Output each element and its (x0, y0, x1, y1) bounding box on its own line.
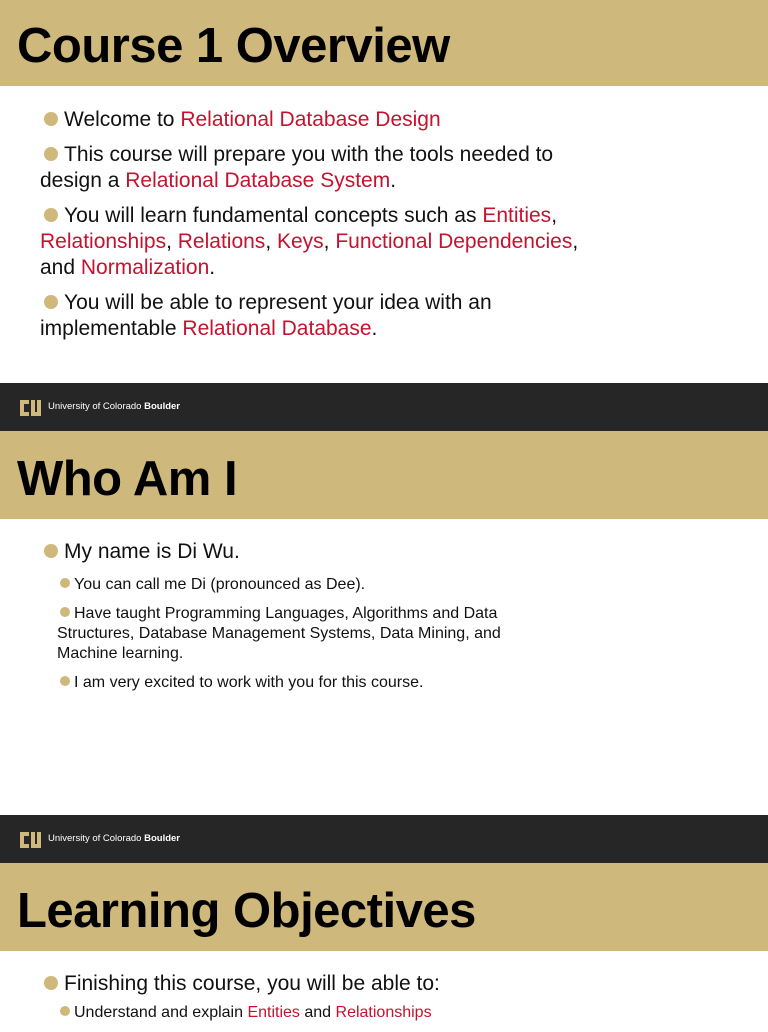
bullet-dot-icon (44, 147, 58, 161)
page-title: Course 1 Overview (17, 19, 450, 73)
slide3-title-band (0, 863, 768, 951)
list-item: I am very excited to work with you for this course. (57, 673, 640, 693)
slide2-title-band (0, 431, 768, 519)
slide2-bullets (40, 539, 640, 702)
bullet-dot-icon (60, 607, 70, 617)
bullet-dot-icon (44, 544, 58, 558)
cu-buffalo-icon (18, 828, 42, 852)
footer-bar (0, 815, 768, 863)
bullet-dot-icon (44, 112, 58, 126)
list-item: Finishing this course, you will be able to: (40, 971, 640, 997)
footer-bar (0, 383, 768, 431)
slide1-bullets (40, 107, 640, 351)
bullet-dot-icon (44, 208, 58, 222)
footer-text: University of Colorado Boulder (48, 833, 180, 844)
list-item: Have taught Programming Languages, Algorithms and Data Structures, Database Management Systems, Data Mining, and Machine learning. (57, 605, 501, 662)
list-item: Understand and explain Entities and Relationships (57, 1003, 640, 1023)
list-item: My name is Di Wu. (40, 539, 640, 565)
footer-text: University of Colorado Boulder (48, 401, 180, 412)
list-item: You will be able to represent your idea with an implementable Relational Database. (40, 291, 492, 340)
bullet-dot-icon (60, 578, 70, 588)
list-item: You can call me Di (pronounced as Dee). (57, 575, 640, 595)
slide1-title-band (0, 0, 768, 86)
bullet-dot-icon (60, 1006, 70, 1016)
bullet-dot-icon (60, 676, 70, 686)
cu-buffalo-icon (18, 396, 42, 420)
bullet-dot-icon (44, 295, 58, 309)
list-item: You will learn fundamental concepts such as Entities, Relationships, Relations, Keys, Functional Dependencies, and Normalization. (40, 204, 579, 279)
section-title: Who Am I (17, 452, 238, 506)
section-title: Learning Objectives (17, 884, 476, 938)
bullet-dot-icon (44, 976, 58, 990)
list-item: Welcome to Relational Database Design (40, 107, 640, 133)
slide3-bullets (40, 971, 640, 1032)
list-item: This course will prepare you with the tools needed to design a Relational Database System. (40, 143, 554, 192)
